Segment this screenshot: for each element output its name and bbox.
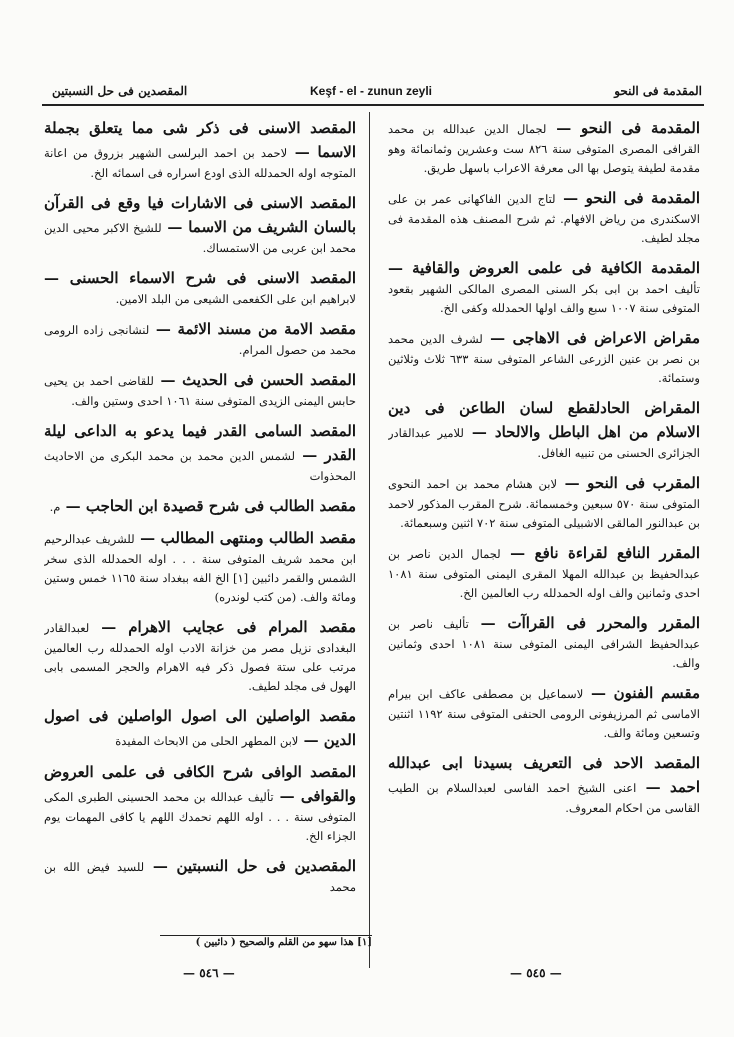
header-rule	[42, 104, 704, 106]
entry-title: مقراض الاعراض فى الاهاجى —	[482, 329, 700, 347]
entry-body: لاحمد بن احمد البرلسى الشهير بزروق من اعانة المتوجه اوله الحمدلله الذى اودع اسراره فى اسمائه الخ.	[44, 146, 356, 180]
entry-title: مقصد المرام فى عجايب الاهرام —	[89, 618, 356, 636]
entry-title: المقصد الاسنى فى شرح الاسماء الحسنى —	[44, 269, 356, 287]
entry	[44, 760, 356, 846]
entry-title: المقرر والمحرر فى القراآت —	[468, 614, 700, 632]
footnote-rule	[160, 935, 372, 936]
entry-title: المقدمة الكافية فى علمى العروض والقافية —	[388, 259, 700, 277]
entry-title: المقرب فى النحو —	[557, 474, 700, 492]
entry	[388, 396, 700, 463]
entry	[44, 368, 356, 411]
entry-title: المقصد الوافى شرح الكافى فى علمى العروض والقوافى —	[44, 763, 356, 805]
entry	[388, 471, 700, 533]
left-column	[44, 116, 356, 952]
entry-title: المقدمة فى النحو —	[546, 119, 700, 137]
entry-title: مقصد الامة من مسند الائمة —	[149, 320, 356, 338]
header-left-title: المقصدين فى حل النسبتين	[52, 84, 188, 98]
entry	[388, 256, 700, 318]
entry-title: مقصد الطالب فى شرح قصيدة ابن الحاجب —	[60, 497, 356, 515]
entry-body: لابن المطهر الحلى من الابحاث المفيدة	[115, 734, 299, 748]
running-header	[40, 84, 702, 106]
entry-title: مقصد الطالب ومنتهى المطالب —	[134, 529, 356, 547]
entry	[44, 191, 356, 258]
footnote: [١] هذا سهو من القلم والصحيح ( دائبين )	[195, 937, 372, 948]
entry	[388, 186, 700, 248]
entry-body: تأليف احمد بن ابى بكر السنى المصرى المالكى الشهير بقعود المتوفى سنة ١٠٠٧ سبع والف اولها الحمدلله وكفى الخ.	[388, 282, 700, 315]
entry-body: تأليف ناصر بن عبدالحفيظ الشرافى اليمنى المتوفى سنة ١٠٨١ احدى وثمانين والف.	[388, 617, 700, 670]
entry-title: المقصد السامى القدر فيما يدعو به الداعى ليلة القدر —	[44, 422, 356, 464]
entry	[44, 526, 356, 607]
entry-title: المقصد الاسنى فى الاشارات فيا وقع فى القرآن بالسان الشريف من الاسما —	[44, 194, 356, 236]
entry-title: المقصدين فى حل النسبتين —	[144, 857, 356, 875]
entry-title: مقصد الواصلين الى اصول الواصلين فى اصول الدين —	[44, 707, 356, 749]
entry-body: للشريف عبدالرحيم ابن محمد شريف المتوفى سنة . . . اوله الحمدلله الذى سخر الشمس والقمر دائبين [١] الخ الفه ببغداد سنة ١١٦٥ خمس وستين ومائة والف. (من كتب لوندره)	[44, 532, 356, 604]
entry-body: اعنى الشيخ احمد الفاسى لعبدالسلام بن الطيب القاسى من احكام المعروف.	[388, 781, 700, 815]
entry	[44, 317, 356, 360]
entry	[44, 266, 356, 309]
header-center-title: Keşf - el - zunun zeyli	[309, 84, 432, 98]
entry-body: لشرف الدين محمد بن نصر بن عنين الزرعى الشاعر المتوفى سنة ٦٣٣ ثلاث وثلاثين وستمائة.	[388, 332, 700, 385]
entry-body: م.	[49, 500, 61, 514]
entry-body: للامير عبدالقادر الجزائرى الحسنى من تنبيه الغافل.	[388, 426, 700, 460]
entry-body: لابن هشام محمد بن احمد النحوى المتوفى سنة ٥٧٠ سبعين وخمسمائة. شرح المقرب المذكور لاحمد بن عبدالنور المالقى الاشبيلى المتوفى سنة ٧٠٢ اثنين وسبعمائة.	[388, 477, 700, 530]
entry-body: للسيد فيض الله بن محمد	[44, 860, 356, 894]
entry	[44, 704, 356, 752]
entry-title: المقصد الاسنى فى ذكر شى مما يتعلق بجملة الاسما —	[44, 119, 356, 161]
entry-body: لنشانجى زاده الرومى محمد من حصول المرام.	[44, 323, 356, 357]
entry-title: المقرر النافع لقراءة نافع —	[500, 544, 700, 562]
right-column	[388, 116, 700, 952]
entry	[44, 854, 356, 897]
entry-title: المقصد الاحد فى التعريف بسيدنا ابى عبدالله احمد —	[388, 754, 700, 796]
entry-body: لشمس الدين محمد بن محمد البكرى من الاحاديث المحذوات	[44, 449, 356, 483]
entry	[44, 116, 356, 183]
entry-body: للقاضى احمد بن يحيى حابس اليمنى الزيدى المتوفى سنة ١٠٦١ احدى وستين والف.	[44, 374, 356, 408]
entry	[388, 541, 700, 603]
entry	[388, 326, 700, 388]
entry-body: تأليف عبدالله بن محمد الحسينى الطبرى المكى المتوفى سنة . . . اوله اللهم نحمدك اللهم يا كافى المهمات يوم الجزاء الخ.	[44, 790, 356, 843]
column-divider	[369, 112, 370, 968]
entry	[44, 494, 356, 518]
entry-body: لتاج الدين الفاكهانى عمر بن على الاسكندرى من رياض الافهام. ثم شرح المصنف هذه المقدمة فى مجلد لطيف.	[388, 192, 700, 245]
page-number-right: — ٥٤٥ —	[510, 966, 562, 980]
entry-title: المقدمة فى النحو —	[555, 189, 700, 207]
entry-body: لجمال الدين ناصر بن عبدالحفيظ بن عبدالله المهلا المقرى اليمنى المتوفى سنة ١٠٨١ احدى وثمانين والف اوله الحمدلله رب العالمين الخ.	[388, 547, 700, 600]
page-number-left: — ٥٤٦ —	[183, 966, 235, 980]
header-right-title: المقدمة فى النحو	[614, 84, 702, 98]
entry	[388, 116, 700, 178]
entry-body: لاسماعيل بن مصطفى عاكف ابن بيرام الاماسى ثم المرزيفونى الرومى الحنفى المتوفى سنة ١١٩٢ اثنتين وتسعين ومائة والف.	[388, 687, 700, 740]
entry	[388, 611, 700, 673]
entry-title: مقسم الفنون —	[583, 684, 700, 702]
entry	[44, 419, 356, 486]
entry-title: المقصد الحسن فى الحديث —	[153, 371, 356, 389]
entry-body: لعبدالقادر البغدادى نزيل مصر من خزانة الادب اوله الحمدلله رب العالمين مرتب على ستة فصول ذكر فيه الاهرام والحجر المسمى بابى الهول فى مجلد لطيف.	[44, 621, 356, 693]
entry-body: لابراهيم ابن على الكفعمى الشيعى من البلد الامين.	[115, 292, 356, 306]
entry	[388, 751, 700, 818]
entry-title: المقراض الحادلقطع لسان الطاعن فى دين الاسلام من اهل الباطل والالحاد —	[388, 399, 700, 441]
entry-body: للشيخ الاكبر محيى الدين محمد ابن عربى من الاستمساك.	[44, 221, 356, 255]
entry-body: لجمال الدين عبدالله بن محمد القرافى المصرى المتوفى سنة ٨٢٦ ست وعشرين وثمانمائة وهو مقدمة لطيفة يتوصل بها الى معرفة الاعراب باسهل طريق.	[388, 122, 700, 175]
entry	[44, 615, 356, 696]
entry	[388, 681, 700, 743]
